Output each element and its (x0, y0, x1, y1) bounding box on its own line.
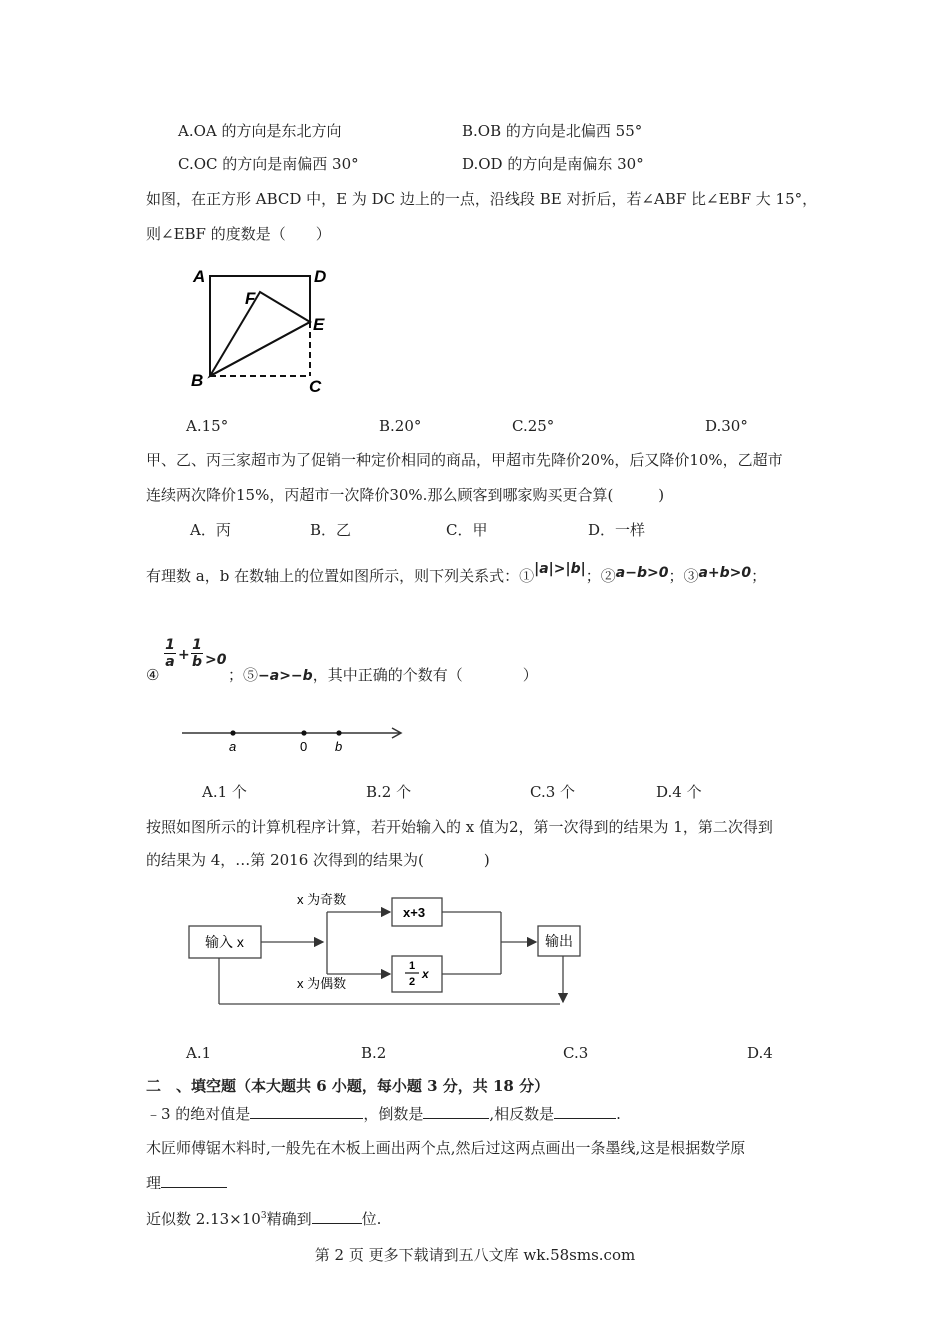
even-label: x 为偶数 (297, 976, 347, 991)
folded-triangle (210, 292, 310, 376)
fill3-part3: 位. (361, 1210, 382, 1228)
supermarket-option-d: D．一样 (588, 521, 646, 539)
question-program-line2: 的结果为 4，…第 2016 次得到的结果为( ) (146, 851, 490, 869)
fill2-blank (161, 1172, 227, 1188)
even-var: x (422, 967, 429, 981)
fill3-exp: 3 (260, 1211, 267, 1221)
expr-a-minus-b: a−b>0 (615, 565, 669, 581)
numberline-prefix: 有理数 a，b 在数轴上的位置如图所示，则下列关系式：① (146, 567, 535, 585)
fill3-part2: 精确到 (266, 1210, 312, 1228)
program-option-a: A.1 (186, 1044, 212, 1062)
frac-plus: + (178, 647, 190, 663)
label-a: A (193, 267, 206, 286)
item4-label: ④ (146, 666, 160, 684)
fill-question-2-line1: 木匠师傅锯木料时,一般先在木板上画出两个点,然后过这两点画出一条墨线,这是根据数学原 (146, 1139, 746, 1157)
label-f: F (245, 289, 256, 308)
odd-label: x 为奇数 (297, 892, 347, 907)
program-option-b: B.2 (361, 1044, 387, 1062)
sep-5: ；⑤ (228, 666, 259, 684)
frac2-num: 1 (192, 637, 202, 653)
point-zero (301, 730, 306, 735)
question-square-line2: 则∠EBF 的度数是（ ） (146, 225, 331, 243)
fill1-blank-abs (250, 1103, 363, 1119)
question-square-line1: 如图，在正方形 ABCD 中，E 为 DC 边上的一点，沿线段 BE 对折后，若∠ABF 比∠EBF 大 15°， (146, 190, 818, 208)
program-option-d: D.4 (747, 1044, 773, 1062)
frac-gt-zero: >0 (205, 652, 227, 668)
box-even (392, 956, 442, 992)
section-2-title: 二 、填空题（本大题共 6 小题，每小题 3 分，共 18 分） (146, 1077, 550, 1095)
question-numberline-line1 (146, 561, 767, 587)
fill1-blank-reciprocal (423, 1103, 489, 1119)
fill1-part3: ,相反数是 (489, 1105, 555, 1123)
square-option-b: B.20° (379, 417, 422, 435)
sep-3: ；③ (668, 567, 699, 585)
fill-question-1 (146, 1103, 621, 1124)
numberline-option-b: B.2 个 (366, 783, 412, 801)
option-c: C.OC 的方向是南偏西 30° (178, 155, 359, 173)
expr-neg: −a>−b (258, 668, 313, 684)
frac1 (164, 637, 176, 670)
even-frac-num: 1 (409, 960, 416, 972)
fill-question-3 (146, 1206, 381, 1229)
fill2-line2-text: 理 (146, 1174, 162, 1192)
axis-label-b: b (335, 739, 343, 754)
box-output-label: 输出 (545, 933, 573, 949)
sep-2: ；② (585, 567, 616, 585)
numberline-option-a: A.1 个 (202, 783, 247, 801)
square-figure (185, 258, 345, 398)
square-option-a: A.15° (186, 417, 229, 435)
expr-a-plus-b: a+b>0 (698, 565, 752, 581)
label-b: B (191, 371, 204, 390)
supermarket-option-a: A．丙 (190, 521, 231, 539)
question-supermarket-line2: 连续两次降价15%，丙超市一次降价30%.那么顾客到哪家购买更合算( ) (146, 486, 665, 504)
fill3-part1: 近似数 2.13×10 (146, 1210, 261, 1228)
fill1-part2: ，倒数是 (363, 1105, 424, 1123)
axis-label-a: a (229, 739, 237, 754)
supermarket-option-c: C．甲 (446, 521, 488, 539)
frac1-den: a (165, 654, 175, 670)
question-program-line1: 按照如图所示的计算机程序计算，若开始输入的 x 值为2，第一次得到的结果为 1，第二次得到 (146, 818, 773, 836)
label-d: D (314, 267, 327, 286)
label-e: E (313, 315, 325, 334)
numberline-option-c: C.3 个 (530, 783, 576, 801)
option-d: D.OD 的方向是南偏东 30° (462, 155, 644, 173)
fill1-part1: ﹣3 的绝对值是 (146, 1105, 251, 1123)
point-b (336, 730, 341, 735)
page-footer: 第 2 页 更多下载请到五八文库 wk.58sms.com (314, 1246, 636, 1264)
box-odd-label: x+3 (403, 905, 426, 920)
number-line-figure (180, 722, 410, 758)
numberline-line2-rest (228, 665, 538, 686)
expr-abs: |a|>|b| (534, 561, 586, 577)
fill1-part4: . (616, 1105, 621, 1123)
frac2-den: b (191, 654, 203, 670)
option-a: A.OA 的方向是东北方向 (178, 122, 342, 140)
frac1-num: 1 (165, 637, 175, 653)
supermarket-option-b: B．乙 (310, 521, 352, 539)
sep-end: ； (751, 567, 767, 585)
square-option-c: C.25° (512, 417, 555, 435)
numberline-suffix: ，其中正确的个数有（ ） (312, 666, 538, 684)
box-input-label: 输入 x (205, 934, 244, 950)
label-c: C (309, 377, 322, 396)
frac2 (191, 637, 203, 670)
flowchart-figure (185, 884, 605, 1014)
numberline-option-d: D.4 个 (656, 783, 702, 801)
question-numberline-line2 (146, 665, 159, 685)
even-frac-den: 2 (409, 976, 416, 988)
point-a (230, 730, 235, 735)
fill-question-2-line2 (146, 1172, 227, 1193)
axis-label-zero: 0 (300, 739, 308, 754)
fill1-blank-opposite (554, 1103, 616, 1119)
option-b: B.OB 的方向是北偏西 55° (462, 122, 643, 140)
square-option-d: D.30° (705, 417, 748, 435)
fill3-blank (312, 1208, 362, 1224)
program-option-c: C.3 (563, 1044, 589, 1062)
question-supermarket-line1: 甲、乙、丙三家超市为了促销一种定价相同的商品，甲超市先降价20%，后又降价10%，乙超市 (146, 451, 783, 469)
